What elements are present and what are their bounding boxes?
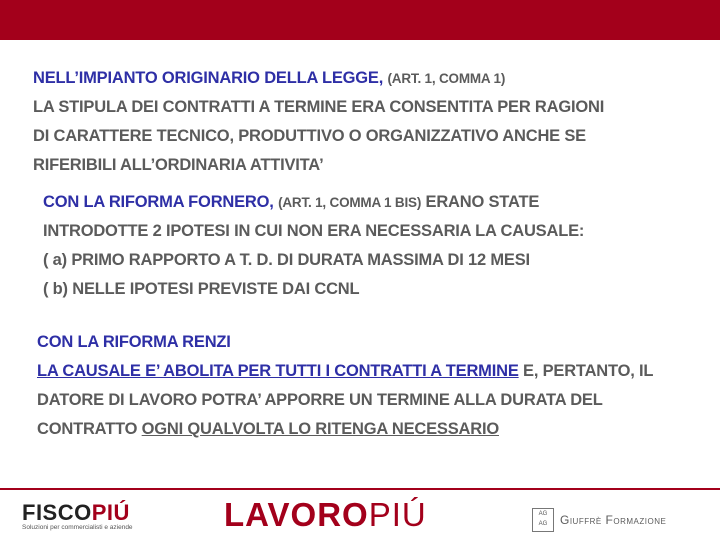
footer-divider [0, 488, 720, 490]
section2-line4: ( b) NELLE IPOTESI PREVISTE DAI CCNL [43, 280, 360, 298]
lavoropiu-logo [224, 496, 427, 534]
section1-line4: RIFERIBILI ALL’ORDINARIA ATTIVITA’ [33, 156, 324, 174]
section3-line3: DATORE DI LAVORO POTRA’ APPORRE UN TERMINE ALLA DURATA DEL [37, 391, 603, 409]
giuffre-logo [532, 508, 666, 532]
fiscopiu-logo-accent: PIÚ [91, 500, 130, 525]
lavoropiu-logo-main: LAVORO [224, 496, 369, 533]
section-original-law [33, 64, 604, 180]
fiscopiu-tagline: Soluzioni per commercialisti e aziende [22, 524, 133, 531]
section1-ref: (ART. 1, COMMA 1) [387, 71, 506, 86]
fiscopiu-logo [22, 500, 133, 531]
giuffre-mark-bottom: AG [538, 521, 548, 527]
section3-line2-tail: E, PERTANTO, IL [518, 362, 654, 380]
section3-heading: CON LA RIFORMA RENZI [37, 333, 231, 351]
section2-ref: (ART. 1, COMMA 1 BIS) [278, 195, 422, 210]
section2-line3: ( a) PRIMO RAPPORTO A T. D. DI DURATA MASSIMA DI 12 MESI [43, 251, 530, 269]
section-renzi [37, 328, 653, 444]
section3-line2-underlined: LA CAUSALE E’ ABOLITA PER TUTTI I CONTRATTI A TERMINE [37, 362, 519, 380]
section3-line4-head: CONTRATTO [37, 420, 142, 438]
section1-line2: LA STIPULA DEI CONTRATTI A TERMINE ERA CONSENTITA PER RAGIONI [33, 98, 605, 116]
lavoropiu-logo-accent: PIÚ [368, 496, 427, 533]
giuffre-name: Giuffrè Formazione [560, 513, 667, 527]
fiscopiu-logo-main: FISCO [22, 500, 92, 525]
section2-line2: INTRODOTTE 2 IPOTESI IN CUI NON ERA NECESSARIA LA CAUSALE: [43, 222, 585, 240]
section3-line4-underlined: OGNI QUALVOLTA LO RITENGA NECESSARIO [141, 420, 499, 438]
header-bar [0, 0, 720, 40]
section-fornero [43, 188, 584, 304]
section1-line3: DI CARATTERE TECNICO, PRODUTTIVO O ORGANIZZATIVO ANCHE SE [33, 127, 586, 145]
section2-heading: CON LA RIFORMA FORNERO, [43, 193, 274, 211]
section2-line1-tail: ERANO STATE [425, 193, 540, 211]
giuffre-mark-icon [532, 508, 554, 532]
section1-heading: NELL’IMPIANTO ORIGINARIO DELLA LEGGE, [33, 69, 384, 87]
giuffre-mark-top: AG [538, 511, 548, 517]
